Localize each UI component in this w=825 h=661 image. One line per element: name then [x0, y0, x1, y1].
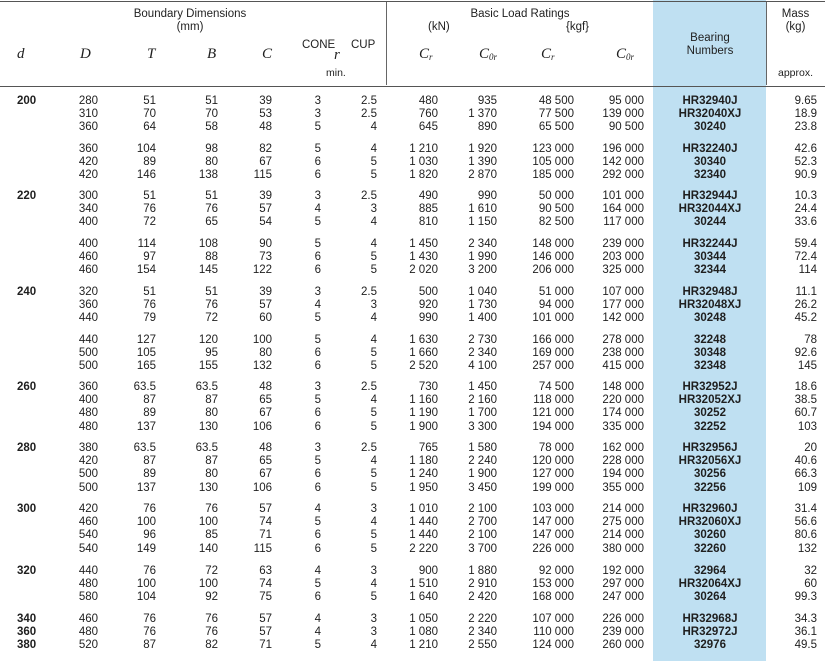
cell-cr-kgf: 166 000 169 000 257 000: [532, 334, 574, 373]
cell-cup: 3 4 5: [370, 565, 377, 604]
cell-mass: 78 92.6 145: [794, 334, 817, 373]
cell-num: HR32948J HR32048XJ 30248: [678, 286, 742, 325]
bore-diameter: 260: [17, 381, 37, 393]
symbol-cor-kgf: $C_{0r}$: [616, 46, 635, 62]
cell-cup: 2.5 4 5 5: [361, 381, 377, 433]
cell-cor-kgf: 148 000 220 000 174 000 335 000: [602, 381, 644, 433]
bore-diameter: 220: [17, 190, 37, 202]
symbol-T: T: [147, 46, 156, 62]
cell-cr-kgf: 50 000 90 500 82 500: [538, 190, 574, 229]
header-divider: [766, 2, 767, 85]
boundary-title: Boundary Dimensions: [133, 8, 247, 20]
cell-cor-kn: 1 920 1 390 2 870: [468, 143, 497, 182]
cell-B: 76 76 82: [205, 613, 218, 652]
cell-T: 51 70 64: [143, 95, 156, 134]
header-divider: [386, 2, 387, 85]
cell-cor-kgf: 214 000 275 000 214 000 380 000: [602, 503, 644, 555]
symbol-C: C: [262, 46, 273, 62]
cell-cr-kgf: 107 000 110 000 124 000: [532, 613, 574, 652]
cell-cup: 4 5 5: [370, 334, 377, 373]
cell-cone: 3 3 5: [314, 95, 321, 134]
cell-T: 51 76 79: [143, 286, 156, 325]
cell-C: 100 80 132: [252, 334, 272, 373]
cell-T: 76 100 96 149: [136, 503, 156, 555]
header-top-rule: [0, 1, 825, 2]
cell-cr-kgf: 51 000 94 000 101 000: [532, 286, 574, 325]
cell-C: 48 65 67 106: [252, 381, 272, 433]
cell-D: 280 310 360: [78, 95, 98, 134]
cone-label: CONE: [302, 39, 336, 51]
cell-B: 51 70 58: [205, 95, 218, 134]
symbol-B: B: [207, 46, 217, 62]
cell-cup: 3 3 4: [370, 613, 377, 652]
cell-mass: 32 60 99.3: [794, 565, 817, 604]
cell-mass: 11.1 26.2 45.2: [794, 286, 817, 325]
cell-cr-kn: 1 010 1 440 1 440 2 220: [409, 503, 438, 555]
cell-C: 48 65 67 106: [252, 442, 272, 494]
cell-D: 320 360 440: [78, 286, 98, 325]
cell-mass: 20 40.6 66.3 109: [794, 442, 817, 494]
cell-T: 76 76 87: [143, 613, 156, 652]
cell-cr-kgf: 148 000 146 000 206 000: [532, 238, 574, 277]
cell-C: 57 57 71: [259, 613, 272, 652]
cell-mass: 31.4 56.6 80.6 132: [794, 503, 817, 555]
cell-cr-kn: 1 450 1 430 2 020: [409, 238, 438, 277]
cell-cr-kgf: 78 000 120 000 127 000 199 000: [532, 442, 574, 494]
cell-cor-kgf: 107 000 177 000 142 000: [602, 286, 644, 325]
cell-mass: 59.4 72.4 114: [794, 238, 817, 277]
boundary-unit: (mm): [176, 21, 204, 33]
cell-C: 63 74 75: [259, 565, 272, 604]
cell-cr-kn: 900 1 510 1 640: [409, 565, 438, 604]
cup-label: CUP: [351, 39, 376, 51]
cell-cor-kn: 2 340 1 990 3 200: [468, 238, 497, 277]
cell-cr-kgf: 92 000 153 000 168 000: [532, 565, 574, 604]
cell-cr-kn: 1 050 1 080 1 210: [409, 613, 438, 652]
cell-T: 127 105 165: [136, 334, 156, 373]
cell-cr-kgf: 123 000 105 000 185 000: [532, 143, 574, 182]
load-unit-kgf: {kgf}: [566, 21, 590, 33]
cell-num: HR32944J HR32044XJ 30244: [678, 190, 742, 229]
cell-cor-kn: 2 220 2 340 2 550: [468, 613, 497, 652]
cell-B: 76 100 85 140: [198, 503, 218, 555]
bore-diameter: 340 360 380: [17, 613, 37, 652]
load-unit-kn: (kN): [428, 21, 450, 33]
cell-cor-kgf: 278 000 238 000 415 000: [602, 334, 644, 373]
symbol-D: D: [80, 46, 91, 62]
cell-D: 420 460 540 540: [78, 503, 98, 555]
cell-C: 90 73 122: [252, 238, 272, 277]
cell-D: 400 460 460: [78, 238, 98, 277]
cell-cor-kn: 2 100 2 700 2 100 3 700: [468, 503, 497, 555]
min-label: min.: [326, 67, 346, 79]
cell-cor-kn: 2 730 2 340 4 100: [468, 334, 497, 373]
cell-cor-kgf: 101 000 164 000 117 000: [602, 190, 644, 229]
symbol-cr-kgf: $C_r$: [541, 46, 555, 62]
cell-cor-kn: 1 450 2 160 1 700 3 300: [468, 381, 497, 433]
cell-num: HR32240J 30340 32340: [682, 143, 738, 182]
cell-cor-kn: 1 880 2 910 2 420: [468, 565, 497, 604]
cell-cor-kgf: 196 000 142 000 292 000: [602, 143, 644, 182]
cell-cone: 4 5 6 6: [314, 503, 321, 555]
cell-T: 51 76 72: [143, 190, 156, 229]
cell-num: HR32244J 30344 32344: [682, 238, 738, 277]
cell-cr-kgf: 103 000 147 000 147 000 226 000: [532, 503, 574, 555]
cell-B: 108 88 145: [198, 238, 218, 277]
cell-cone: 5 6 6: [314, 238, 321, 277]
cell-cone: 3 5 6 6: [314, 381, 321, 433]
cell-cr-kgf: 74 500 118 000 121 000 194 000: [532, 381, 574, 433]
cell-D: 460 480 520: [78, 613, 98, 652]
cell-cor-kgf: 226 000 239 000 260 000: [602, 613, 644, 652]
cell-cup: 2.5 3 4: [361, 286, 377, 325]
cell-num: HR32960J HR32060XJ 30260 32260: [678, 503, 742, 555]
cell-cone: 4 4 5: [314, 613, 321, 652]
cell-cor-kn: 990 1 610 1 150: [468, 190, 497, 229]
cell-cup: 4 5 5: [370, 143, 377, 182]
cell-cr-kn: 765 1 180 1 240 1 950: [409, 442, 438, 494]
cell-B: 63.5 87 80 130: [195, 381, 218, 433]
cell-C: 82 67 115: [253, 143, 272, 182]
cell-cup: 4 5 5: [370, 238, 377, 277]
cell-num: 32964 HR32064XJ 30264: [678, 565, 742, 604]
mass-note: approx.: [777, 67, 814, 79]
cell-D: 440 500 500: [78, 334, 98, 373]
cell-D: 360 400 480 480: [78, 381, 98, 433]
load-title: Basic Load Ratings: [470, 8, 570, 20]
cell-cr-kn: 1 210 1 030 1 820: [409, 143, 438, 182]
cell-C: 39 53 48: [259, 95, 272, 134]
cell-cone: 4 5 6: [314, 565, 321, 604]
cell-cor-kn: 935 1 370 890: [468, 95, 497, 134]
cell-num: 32248 30348 32348: [694, 334, 726, 373]
bore-diameter: 200: [17, 95, 37, 107]
cell-cr-kn: 490 885 810: [418, 190, 438, 229]
cell-T: 76 100 104: [136, 565, 156, 604]
cell-B: 98 80 138: [198, 143, 218, 182]
cell-cone: 5 6 6: [314, 334, 321, 373]
cell-cor-kn: 1 040 1 730 1 400: [468, 286, 497, 325]
cell-mass: 42.6 52.3 90.9: [794, 143, 817, 182]
header-bottom-rule: [0, 86, 825, 87]
symbol-cor-kn: $C_{0r}$: [479, 46, 498, 62]
cell-cup: 3 4 5 5: [370, 503, 377, 555]
cell-cone: 5 6 6: [314, 143, 321, 182]
cell-mass: 18.6 38.5 60.7 103: [794, 381, 817, 433]
cell-C: 57 74 71 115: [253, 503, 272, 555]
cell-B: 72 100 92: [198, 565, 218, 604]
cell-T: 63.5 87 89 137: [133, 381, 156, 433]
cell-cr-kn: 1 630 1 660 2 520: [409, 334, 438, 373]
cell-num: HR32940J HR32040XJ 30240: [678, 95, 742, 134]
cell-mass: 9.65 18.9 23.8: [794, 95, 817, 134]
bearing-numbers-header: Bearing Numbers: [686, 32, 734, 58]
symbol-cr-kn: $C_r$: [419, 46, 433, 62]
cell-B: 51 76 72: [205, 286, 218, 325]
cell-D: 300 340 400: [78, 190, 98, 229]
cell-mass: 10.3 24.4 33.6: [794, 190, 817, 229]
cell-cr-kn: 480 760 645: [418, 95, 438, 134]
cell-cor-kgf: 95 000 139 000 90 500: [602, 95, 644, 134]
cell-cup: 2.5 2.5 4: [361, 95, 377, 134]
cell-B: 51 76 65: [205, 190, 218, 229]
cell-cone: 3 5 6 6: [314, 442, 321, 494]
cell-cup: 2.5 3 4: [361, 190, 377, 229]
cell-D: 380 420 500 500: [78, 442, 98, 494]
cell-num: HR32956J HR32056XJ 30256 32256: [678, 442, 742, 494]
cell-T: 104 89 146: [136, 143, 156, 182]
mass-unit: (kg): [785, 21, 806, 33]
bore-diameter: 240: [17, 286, 37, 298]
cell-num: HR32952J HR32052XJ 30252 32252: [678, 381, 742, 433]
cell-cup: 2.5 4 5 5: [361, 442, 377, 494]
cell-num: HR32968J HR32972J 32976: [682, 613, 738, 652]
cell-cor-kgf: 192 000 297 000 247 000: [602, 565, 644, 604]
symbol-d: d: [17, 46, 25, 62]
bore-diameter: 300: [17, 503, 37, 515]
cell-C: 39 57 60: [259, 286, 272, 325]
cell-cone: 3 4 5: [314, 190, 321, 229]
cell-D: 440 480 580: [78, 565, 98, 604]
cell-mass: 34.3 36.1 49.5: [794, 613, 817, 652]
cell-cor-kn: 1 580 2 240 1 900 3 450: [468, 442, 497, 494]
symbol-r: r: [334, 47, 340, 63]
cell-C: 39 57 54: [259, 190, 272, 229]
cell-T: 63.5 87 89 137: [133, 442, 156, 494]
cell-cor-kgf: 239 000 203 000 325 000: [602, 238, 644, 277]
cell-B: 63.5 87 80 130: [195, 442, 218, 494]
bore-diameter: 280: [17, 442, 37, 454]
cell-T: 114 97 154: [136, 238, 156, 277]
cell-cone: 3 4 5: [314, 286, 321, 325]
bore-diameter: 320: [17, 565, 37, 577]
cell-D: 360 420 420: [78, 143, 98, 182]
cell-cr-kgf: 48 500 77 500 65 500: [538, 95, 574, 134]
cell-cr-kn: 500 920 990: [418, 286, 438, 325]
mass-title: Mass: [781, 8, 810, 20]
cell-cor-kgf: 162 000 228 000 194 000 355 000: [602, 442, 644, 494]
cell-cr-kn: 730 1 160 1 190 1 900: [409, 381, 438, 433]
cell-B: 120 95 155: [198, 334, 218, 373]
